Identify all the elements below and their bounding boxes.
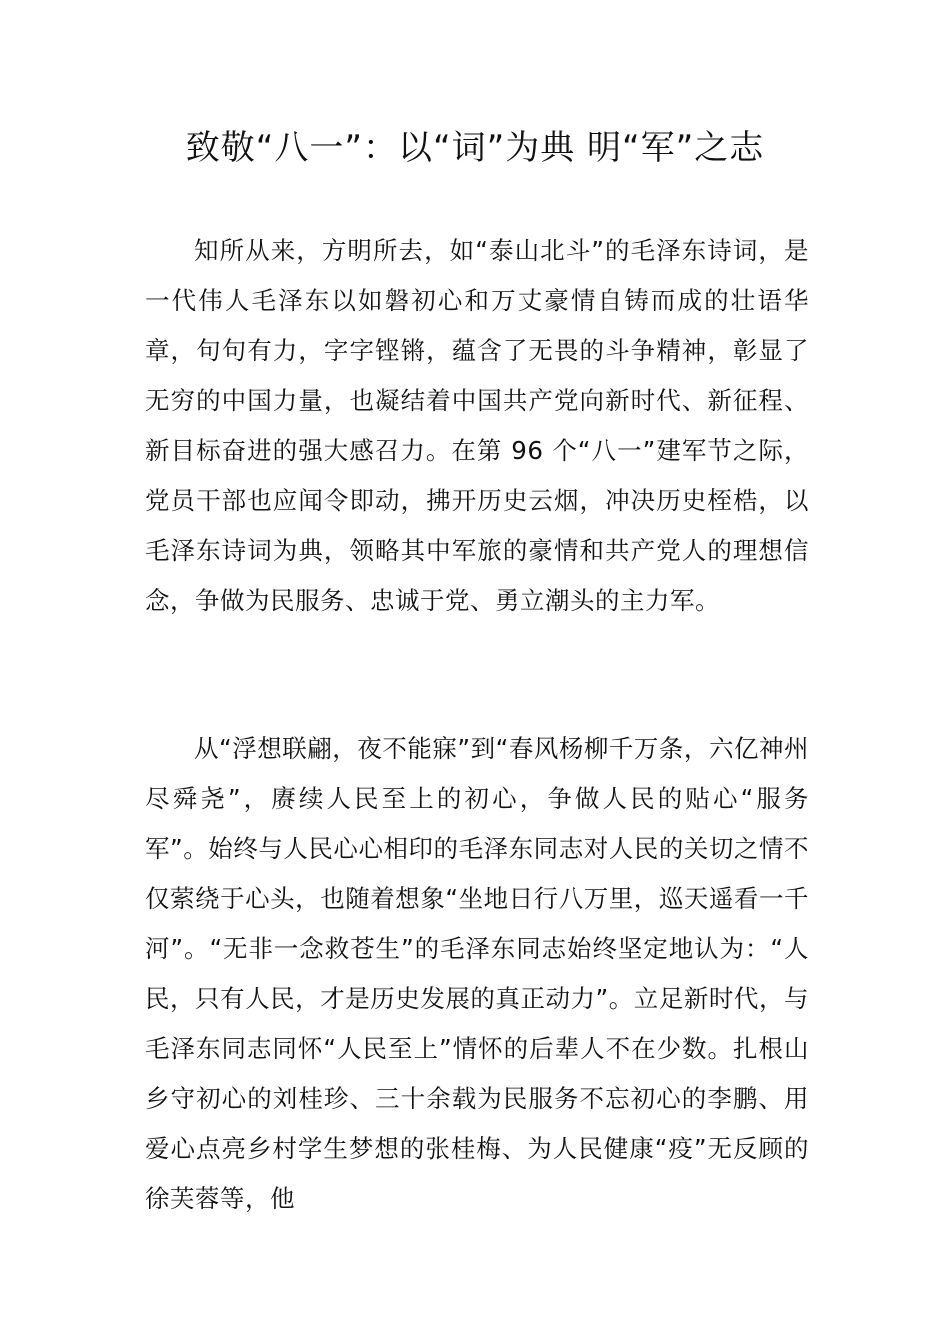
paragraph-service-army: 从“浮想联翩，夜不能寐”到“春风杨柳千万条，六亿神州尽舜尧”，赓续人民至上的初心，争做人民的贴心“服务军”。始终与人民心心相印的毛泽东同志对人民的关切之情不仅萦绕于心头，也随着想象“坐地日行八万里，巡天遥看一千河”。“无非一念救苍生”的毛泽东同志始终坚定地认为：“人民，只有人民，才是历史发展的真正动力”。立足新时代，与毛泽东同志同怀“人民至上”情怀的后辈人不在少数。扎根山乡守初心的刘桂珍、三十余载为民服务不忘初心的李鹏、用爱心点亮乡村学生梦想的张桂梅、为人民健康“疫”无反顾的徐芙蓉等，他	[145, 734, 809, 1213]
paragraph-intro: 知所从来，方明所去，如“泰山北斗”的毛泽东诗词，是一代伟人毛泽东以如磐初心和万丈豪情自铸而成的壮语华章，句句有力，字字铿锵，蕴含了无畏的斗争精神，彰显了无穷的中国力量，也凝结着中国共产党向新时代、新征程、新目标奋进的强大感召力。在第 96 个“八一”建军节之际，党员干部也应闻令即动，拂开历史云烟，冲决历史桎梏，以毛泽东诗词为典，领略其中军旅的豪情和共产党人的理想信念，争做为民服务、忠诚于党、勇立潮头的主力军。	[145, 236, 809, 615]
document-title: 致敬“八一”：以“词”为典 明“军”之志	[185, 128, 765, 168]
